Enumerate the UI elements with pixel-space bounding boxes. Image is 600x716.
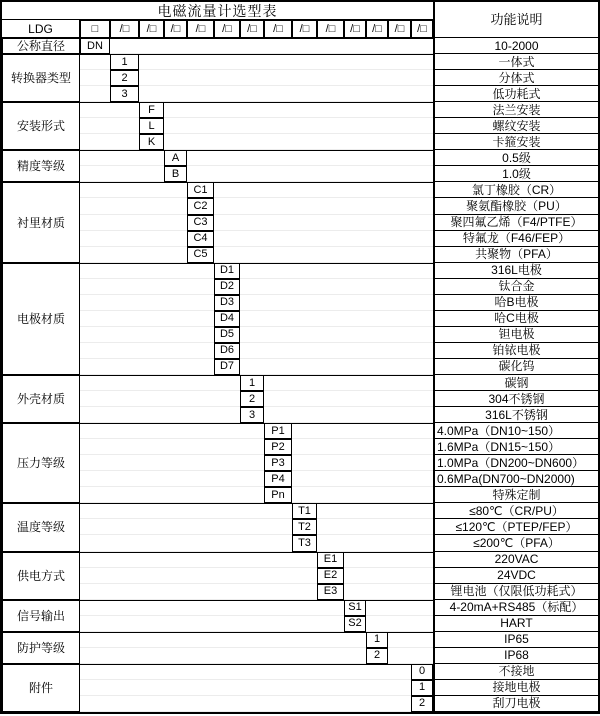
filler-cell bbox=[80, 327, 214, 343]
filler-cell bbox=[139, 54, 433, 70]
filler-cell bbox=[80, 632, 366, 648]
filler-cell bbox=[80, 182, 187, 198]
desc-cell: 螺纹安装 bbox=[433, 118, 598, 134]
filler-cell bbox=[214, 247, 433, 263]
code-cell: T2 bbox=[292, 519, 317, 535]
filler-cell bbox=[214, 231, 433, 247]
filler-cell bbox=[80, 166, 164, 182]
filler-cell bbox=[80, 295, 214, 311]
desc-cell: 1.6MPa（DN15~150） bbox=[433, 439, 598, 455]
filler-cell bbox=[292, 455, 433, 471]
desc-cell: 特氟龙（F46/FEP） bbox=[433, 231, 598, 247]
filler-cell bbox=[80, 503, 292, 519]
desc-cell: 刮刀电极 bbox=[433, 696, 598, 712]
desc-cell: 哈B电极 bbox=[433, 295, 598, 311]
desc-cell: 碳化钨 bbox=[433, 359, 598, 375]
filler-cell bbox=[264, 391, 433, 407]
desc-cell: 哈C电极 bbox=[433, 311, 598, 327]
filler-cell bbox=[264, 407, 433, 423]
desc-cell: 钛合金 bbox=[433, 279, 598, 295]
desc-cell: IP68 bbox=[433, 648, 598, 664]
filler-cell bbox=[292, 471, 433, 487]
code-cell: 2 bbox=[366, 648, 388, 664]
code-cell: E1 bbox=[317, 552, 344, 568]
section-label: 温度等级 bbox=[2, 503, 80, 551]
model-slot-box: /□ bbox=[317, 20, 344, 38]
code-cell: C4 bbox=[187, 231, 214, 247]
desc-cell: ≤80℃（CR/PU） bbox=[433, 503, 598, 519]
desc-cell: 4.0MPa（DN10~150） bbox=[433, 423, 598, 439]
code-cell: C5 bbox=[187, 247, 214, 263]
filler-cell bbox=[80, 134, 139, 150]
model-slot-box: /□ bbox=[240, 20, 264, 38]
function-description-header: 功能说明 bbox=[433, 2, 598, 38]
desc-cell: 接地电极 bbox=[433, 680, 598, 696]
model-slot-box: /□ bbox=[388, 20, 411, 38]
filler-cell bbox=[80, 150, 164, 166]
filler-cell bbox=[80, 343, 214, 359]
model-slot-box: /□ bbox=[214, 20, 240, 38]
code-cell: B bbox=[164, 166, 187, 182]
desc-cell: 1.0级 bbox=[433, 166, 598, 182]
filler-cell bbox=[164, 118, 433, 134]
model-slot-box: /□ bbox=[187, 20, 214, 38]
desc-cell: 不接地 bbox=[433, 664, 598, 680]
code-cell: 1 bbox=[110, 54, 139, 70]
filler-cell bbox=[80, 696, 411, 712]
filler-cell bbox=[388, 632, 433, 648]
filler-cell bbox=[80, 198, 187, 214]
code-cell: DN bbox=[80, 38, 110, 54]
desc-cell: 钽电极 bbox=[433, 327, 598, 343]
filler-cell bbox=[139, 70, 433, 86]
desc-cell: 24VDC bbox=[433, 568, 598, 584]
desc-cell: 分体式 bbox=[433, 70, 598, 86]
filler-cell bbox=[80, 102, 139, 118]
filler-cell bbox=[80, 279, 214, 295]
code-cell: A bbox=[164, 150, 187, 166]
desc-cell: 碳钢 bbox=[433, 375, 598, 391]
desc-cell: 共聚物（PFA） bbox=[433, 247, 598, 263]
filler-cell bbox=[164, 134, 433, 150]
desc-cell: 聚氨酯橡胶（PU） bbox=[433, 198, 598, 214]
filler-cell bbox=[80, 263, 214, 279]
filler-cell bbox=[214, 198, 433, 214]
code-cell: K bbox=[139, 134, 164, 150]
filler-cell bbox=[240, 343, 433, 359]
code-cell: C3 bbox=[187, 215, 214, 231]
model-code-box: □ bbox=[80, 20, 110, 38]
filler-cell bbox=[240, 279, 433, 295]
filler-cell bbox=[80, 519, 292, 535]
filler-cell bbox=[292, 423, 433, 439]
filler-cell bbox=[366, 616, 433, 632]
filler-cell bbox=[80, 616, 344, 632]
desc-cell: 法兰安装 bbox=[433, 102, 598, 118]
desc-cell: IP65 bbox=[433, 632, 598, 648]
section-label: 压力等级 bbox=[2, 423, 80, 503]
model-slot-box: /□ bbox=[344, 20, 366, 38]
model-slot-box: /□ bbox=[139, 20, 164, 38]
desc-cell: 1.0MPa（DN200~DN600） bbox=[433, 455, 598, 471]
code-cell: D2 bbox=[214, 279, 240, 295]
filler-cell bbox=[80, 70, 110, 86]
code-cell: 3 bbox=[240, 407, 264, 423]
code-cell: Pn bbox=[264, 487, 292, 503]
code-cell: F bbox=[139, 102, 164, 118]
filler-cell bbox=[80, 215, 187, 231]
code-cell: S2 bbox=[344, 616, 366, 632]
filler-cell bbox=[317, 535, 433, 551]
model-slot-box: /□ bbox=[366, 20, 388, 38]
model-slot-box: /□ bbox=[264, 20, 292, 38]
filler-cell bbox=[80, 439, 264, 455]
desc-cell: ≤200℃（PFA） bbox=[433, 535, 598, 551]
code-cell: D1 bbox=[214, 263, 240, 279]
filler-cell bbox=[80, 247, 187, 263]
filler-cell bbox=[80, 231, 187, 247]
filler-cell bbox=[240, 263, 433, 279]
section-label: 转换器类型 bbox=[2, 54, 80, 102]
filler-cell bbox=[388, 648, 433, 664]
section-label: 外壳材质 bbox=[2, 375, 80, 423]
model-slot-box: /□ bbox=[292, 20, 317, 38]
desc-cell: HART bbox=[433, 616, 598, 632]
desc-cell: 铂铱电极 bbox=[433, 343, 598, 359]
filler-cell bbox=[80, 311, 214, 327]
code-cell: C2 bbox=[187, 198, 214, 214]
code-cell: 1 bbox=[240, 375, 264, 391]
code-cell: E3 bbox=[317, 584, 344, 600]
section-label: 公称直径 bbox=[2, 38, 80, 54]
section-label: 衬里材质 bbox=[2, 182, 80, 262]
code-cell: 1 bbox=[366, 632, 388, 648]
code-cell: 0 bbox=[411, 664, 433, 680]
section-label: 电极材质 bbox=[2, 263, 80, 375]
filler-cell bbox=[344, 568, 433, 584]
filler-cell bbox=[110, 38, 433, 54]
desc-cell: 4-20mA+RS485（标配） bbox=[433, 600, 598, 616]
code-cell: T1 bbox=[292, 503, 317, 519]
filler-cell bbox=[292, 487, 433, 503]
section-label: 精度等级 bbox=[2, 150, 80, 182]
filler-cell bbox=[366, 600, 433, 616]
filler-cell bbox=[240, 359, 433, 375]
filler-cell bbox=[80, 86, 110, 102]
filler-cell bbox=[80, 584, 317, 600]
filler-cell bbox=[80, 535, 292, 551]
filler-cell bbox=[80, 407, 240, 423]
filler-cell bbox=[80, 455, 264, 471]
code-cell: 2 bbox=[411, 696, 433, 712]
code-cell: C1 bbox=[187, 182, 214, 198]
filler-cell bbox=[80, 391, 240, 407]
code-cell: D7 bbox=[214, 359, 240, 375]
filler-cell bbox=[80, 118, 139, 134]
filler-cell bbox=[80, 471, 264, 487]
code-cell: 3 bbox=[110, 86, 139, 102]
desc-cell: 特殊定制 bbox=[433, 487, 598, 503]
desc-cell: 锂电池（仅限低功耗式） bbox=[433, 584, 598, 600]
filler-cell bbox=[292, 439, 433, 455]
filler-cell bbox=[80, 375, 240, 391]
filler-cell bbox=[80, 54, 110, 70]
filler-cell bbox=[80, 600, 344, 616]
code-cell: E2 bbox=[317, 568, 344, 584]
filler-cell bbox=[80, 487, 264, 503]
code-cell: 1 bbox=[411, 680, 433, 696]
filler-cell bbox=[187, 166, 433, 182]
filler-cell bbox=[344, 584, 433, 600]
model-slot-box: /□ bbox=[411, 20, 433, 38]
section-label: 信号输出 bbox=[2, 600, 80, 632]
filler-cell bbox=[139, 86, 433, 102]
section-label: 附件 bbox=[2, 664, 80, 712]
code-cell: D6 bbox=[214, 343, 240, 359]
filler-cell bbox=[80, 568, 317, 584]
filler-cell bbox=[214, 182, 433, 198]
code-cell: L bbox=[139, 118, 164, 134]
filler-cell bbox=[240, 295, 433, 311]
code-cell: D3 bbox=[214, 295, 240, 311]
desc-cell: 304不锈钢 bbox=[433, 391, 598, 407]
table-title: 电磁流量计选型表 bbox=[2, 2, 433, 20]
filler-cell bbox=[80, 680, 411, 696]
code-cell: D4 bbox=[214, 311, 240, 327]
filler-cell bbox=[240, 327, 433, 343]
filler-cell bbox=[187, 150, 433, 166]
code-cell: S1 bbox=[344, 600, 366, 616]
filler-cell bbox=[214, 215, 433, 231]
code-cell: 2 bbox=[240, 391, 264, 407]
desc-cell: 220VAC bbox=[433, 552, 598, 568]
filler-cell bbox=[344, 552, 433, 568]
section-label: 安装形式 bbox=[2, 102, 80, 150]
desc-cell: 0.6MPa(DN700~DN2000) bbox=[433, 471, 598, 487]
filler-cell bbox=[80, 423, 264, 439]
model-slot-box: /□ bbox=[110, 20, 139, 38]
model-prefix: LDG bbox=[2, 20, 80, 38]
section-label: 供电方式 bbox=[2, 552, 80, 600]
desc-cell: ≤120℃（PTEP/FEP） bbox=[433, 519, 598, 535]
model-slot-box: /□ bbox=[164, 20, 187, 38]
filler-cell bbox=[164, 102, 433, 118]
code-cell: P2 bbox=[264, 439, 292, 455]
filler-cell bbox=[80, 359, 214, 375]
desc-cell: 0.5级 bbox=[433, 150, 598, 166]
filler-cell bbox=[80, 552, 317, 568]
desc-cell: 一体式 bbox=[433, 54, 598, 70]
desc-cell: 聚四氟乙烯（F4/PTFE） bbox=[433, 215, 598, 231]
desc-cell: 10-2000 bbox=[433, 38, 598, 54]
code-cell: P3 bbox=[264, 455, 292, 471]
code-cell: P4 bbox=[264, 471, 292, 487]
desc-cell: 卡箍安装 bbox=[433, 134, 598, 150]
code-cell: P1 bbox=[264, 423, 292, 439]
desc-cell: 低功耗式 bbox=[433, 86, 598, 102]
desc-cell: 316L电极 bbox=[433, 263, 598, 279]
code-cell: 2 bbox=[110, 70, 139, 86]
section-label: 防护等级 bbox=[2, 632, 80, 664]
code-cell: T3 bbox=[292, 535, 317, 551]
filler-cell bbox=[80, 664, 411, 680]
code-cell: D5 bbox=[214, 327, 240, 343]
filler-cell bbox=[80, 648, 366, 664]
filler-cell bbox=[240, 311, 433, 327]
desc-cell: 氯丁橡胶（CR） bbox=[433, 182, 598, 198]
filler-cell bbox=[264, 375, 433, 391]
desc-cell: 316L不锈钢 bbox=[433, 407, 598, 423]
filler-cell bbox=[317, 519, 433, 535]
filler-cell bbox=[317, 503, 433, 519]
